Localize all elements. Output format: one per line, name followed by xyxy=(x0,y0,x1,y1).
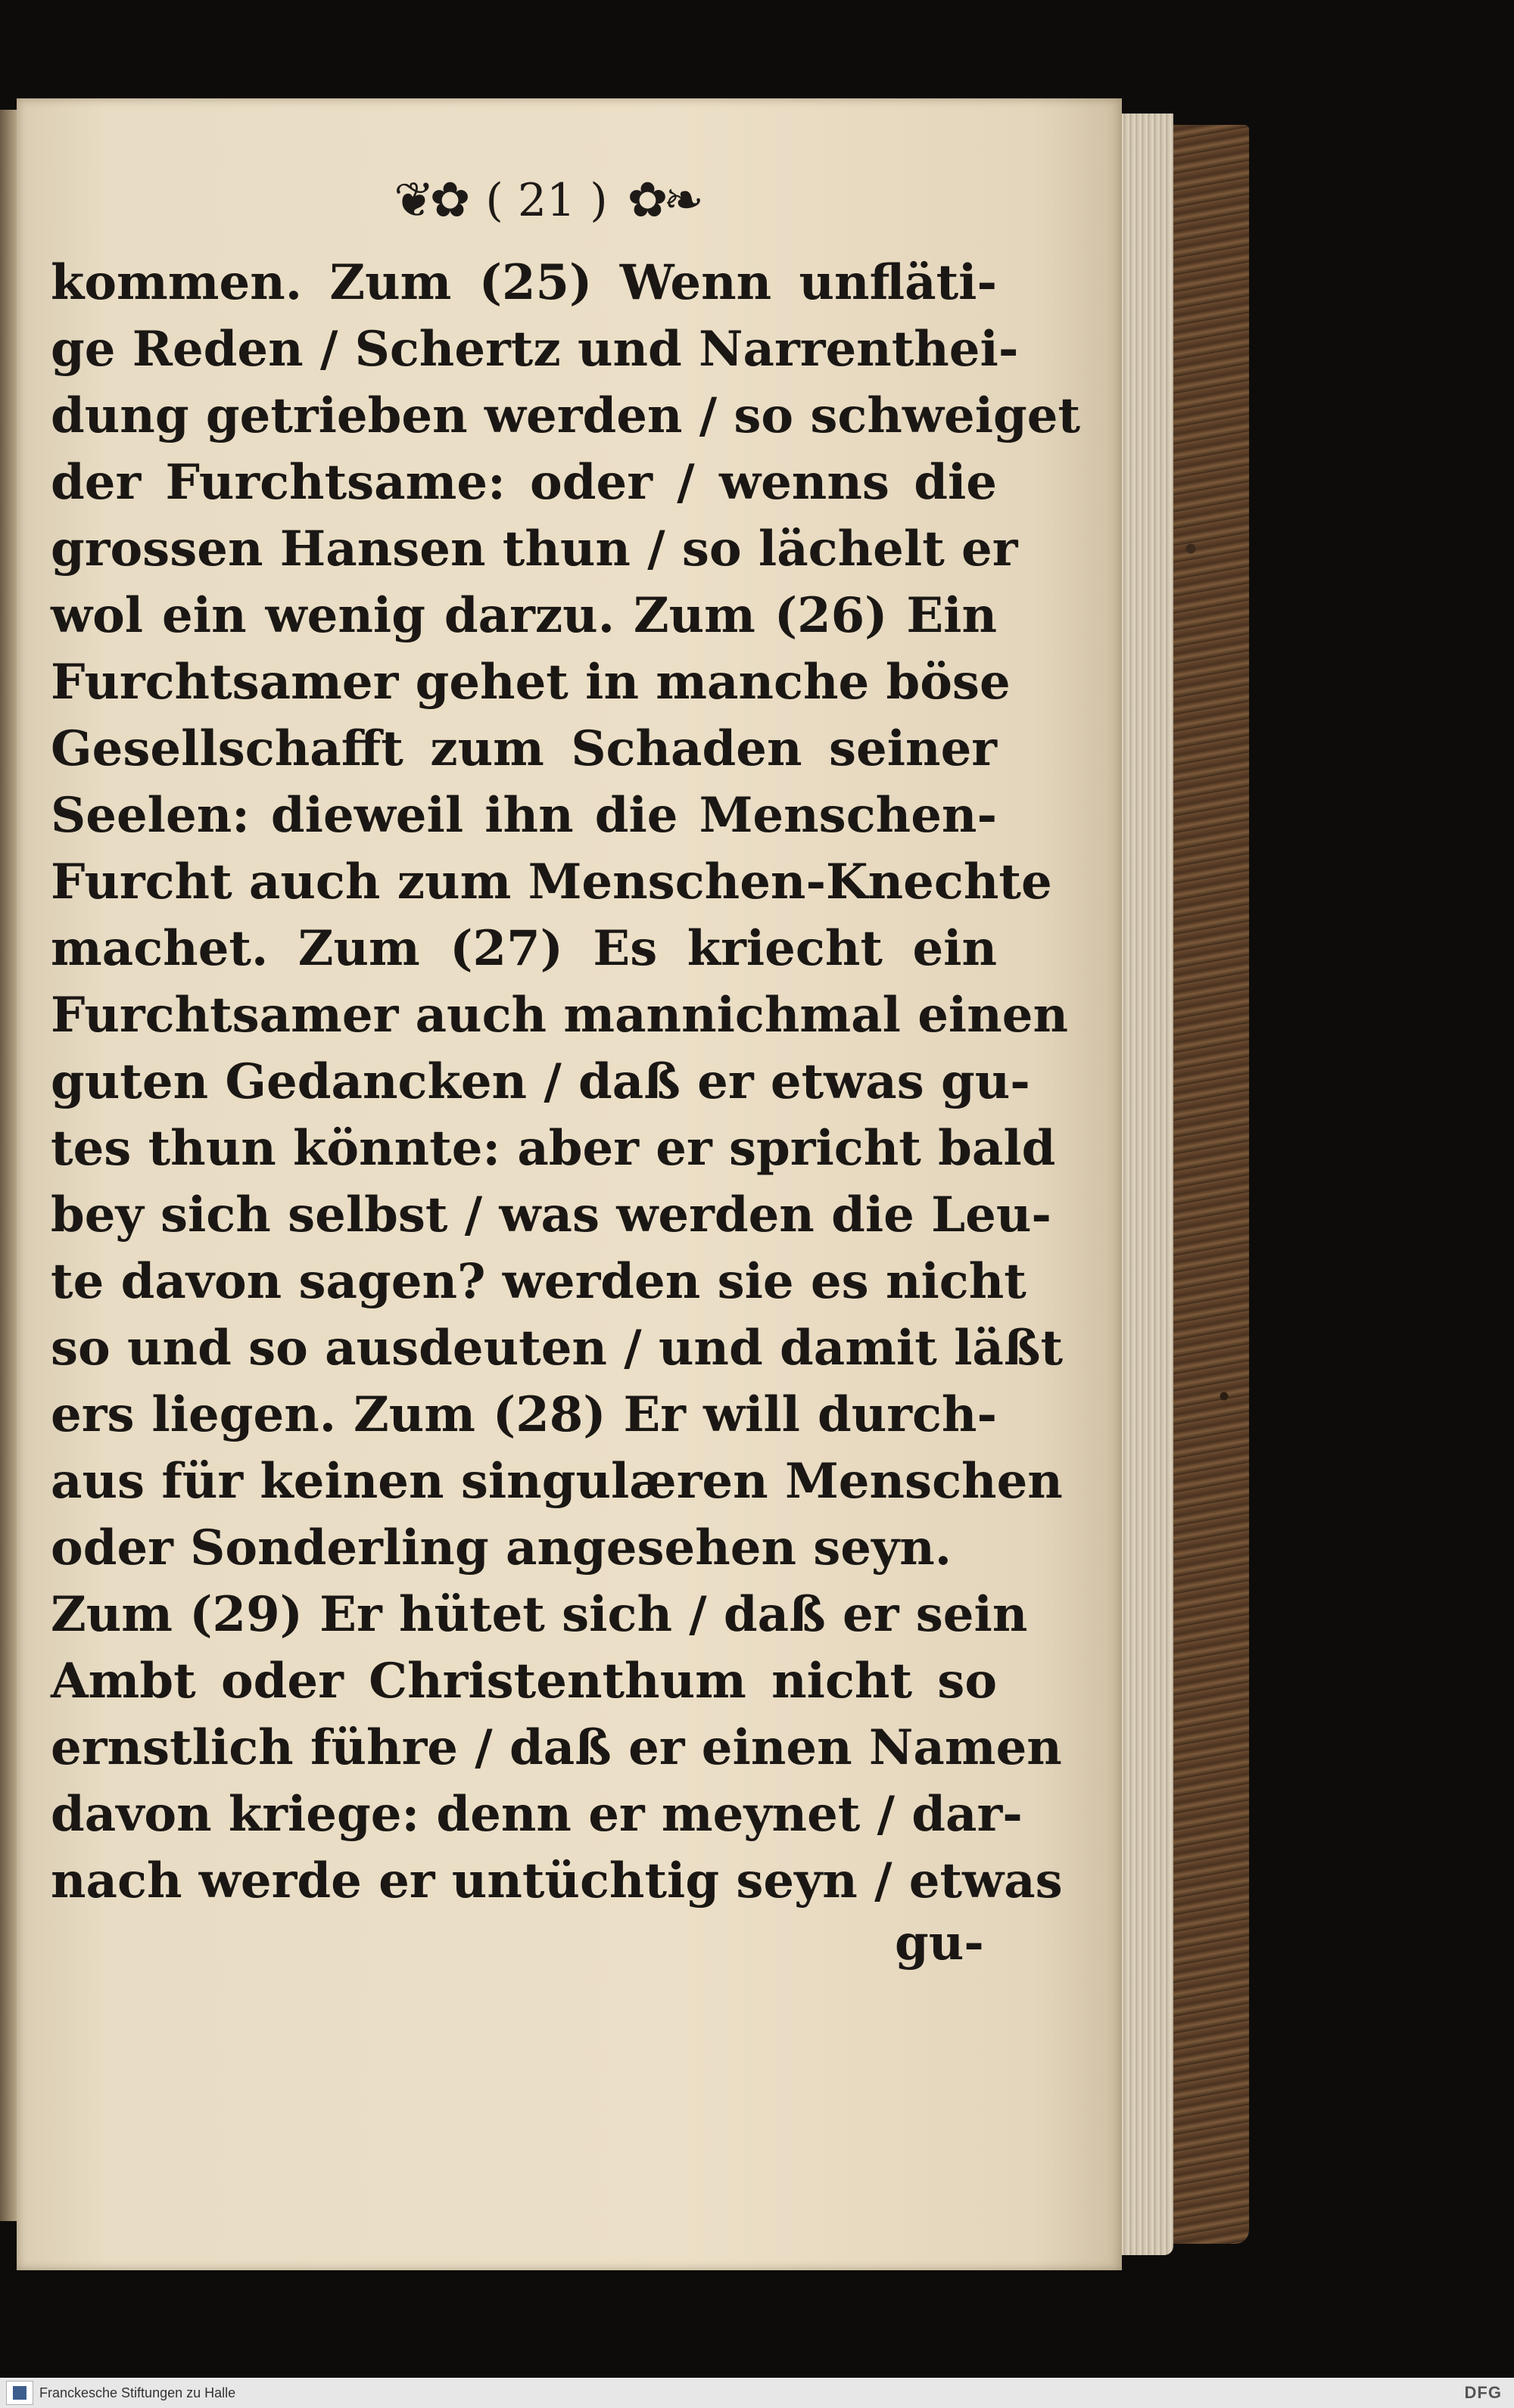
text-line: Furcht auch zum Menschen-Knechte xyxy=(51,854,1052,910)
text-line: so und so ausdeuten / und damit läßt xyxy=(51,1320,1064,1377)
text-line: Seelen: dieweil ihn die Menschen- xyxy=(51,787,997,844)
text-line: dung getrieben werden / so schweiget xyxy=(51,387,1081,444)
text-line: oder Sonderling angesehen seyn. xyxy=(51,1520,952,1576)
previous-page-edge xyxy=(0,110,17,2221)
text-line: Gesellschafft zum Schaden seiner xyxy=(51,720,997,777)
text-line: kommen. Zum (25) Wenn unfläti- xyxy=(51,254,997,311)
text-line: Ambt oder Christenthum nicht so xyxy=(51,1653,997,1710)
text-line: machet. Zum (27) Es kriecht ein xyxy=(51,920,997,977)
body-text xyxy=(51,250,1081,1915)
page-number: ( 21 ) xyxy=(485,174,608,227)
text-line: tes thun könnte: aber er spricht bald xyxy=(51,1120,1056,1177)
text-line: wol ein wenig darzu. Zum (26) Ein xyxy=(51,587,997,644)
book-cover-edge xyxy=(1166,125,1249,2244)
text-line: bey sich selbst / was werden die Leu- xyxy=(51,1187,1051,1243)
dfg-logo: DFG xyxy=(1464,2383,1502,2402)
institution-credit xyxy=(0,2381,235,2405)
institution-logo-icon xyxy=(6,2381,33,2405)
text-line: grossen Hansen thun / so lächelt er xyxy=(51,521,1018,577)
text-line: davon kriege: denn er meynet / dar- xyxy=(51,1786,1023,1843)
left-ornament-icon: ❦✿ xyxy=(394,173,466,229)
text-line: ge Reden / Schertz und Narrenthei- xyxy=(51,321,1019,378)
text-line: te davon sagen? werden sie es nicht xyxy=(51,1253,1026,1310)
text-line: ers liegen. Zum (28) Er will durch- xyxy=(51,1386,997,1443)
viewer-footer xyxy=(0,2378,1514,2408)
text-line: Furchtsamer gehet in manche böse xyxy=(51,654,1011,711)
text-line: nach werde er untüchtig seyn / etwas xyxy=(51,1853,1063,1909)
right-ornament-icon: ✿❧ xyxy=(627,173,699,229)
text-line: guten Gedancken / daß er etwas gu- xyxy=(51,1053,1030,1110)
institution-name: Franckesche Stiftungen zu Halle xyxy=(39,2385,236,2400)
book-page xyxy=(17,98,1122,2270)
text-line: Zum (29) Er hütet sich / daß er sein xyxy=(51,1586,1028,1643)
page-header xyxy=(319,170,774,231)
catchword: gu- xyxy=(895,1915,984,1971)
text-line: der Furchtsame: oder / wenns die xyxy=(51,454,997,511)
text-line: Furchtsamer auch mannichmal einen xyxy=(51,987,1068,1044)
text-line: aus für keinen singulæren Menschen xyxy=(51,1453,1063,1510)
text-line: ernstlich führe / daß er einen Namen xyxy=(51,1719,1062,1776)
